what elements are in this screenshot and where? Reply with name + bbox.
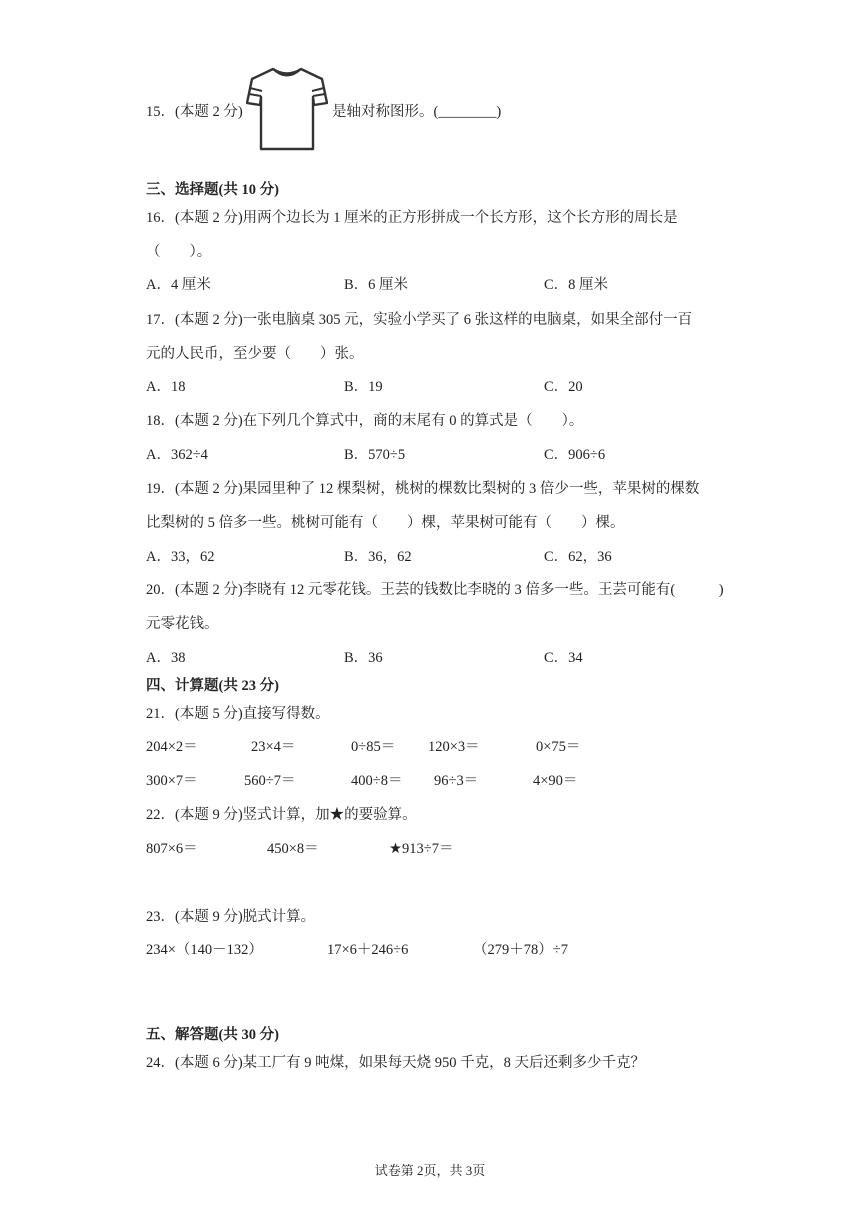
q17-line1: 17．(本题 2 分)一张电脑桌 305 元，实验小学买了 6 张这样的电脑桌，如果全部付一百 [146,312,693,328]
q21-row1-item: 204×2＝ [146,739,198,755]
q20-line2: 元零花钱。 [146,616,219,632]
q21-row2-item: 300×7＝ [146,773,198,789]
q22-item: 450×8＝ [267,841,319,857]
q21-row2-item: 560÷7＝ [244,773,296,789]
q21-row1-item: 23×4＝ [251,739,296,755]
q18-line1: 18．(本题 2 分)在下列几个算式中，商的末尾有 0 的算式是（ ）。 [146,413,584,429]
q16-option-a: A．4 厘米 [146,277,211,293]
q21-row1-item: 120×3＝ [428,739,480,755]
q19-line1: 19．(本题 2 分)果园里种了 12 棵梨树，桃树的棵数比梨树的 3 倍少一些，苹果树的棵数 [146,481,700,497]
q18-option-a: A．362÷4 [146,447,208,463]
q22-item: 807×6＝ [146,841,198,857]
q16-line2: （ ）。 [146,244,212,260]
q19-option-b: B．36，62 [344,549,412,565]
q19-option-a: A．33，62 [146,549,215,565]
q16-line1: 16．(本题 2 分)用两个边长为 1 厘米的正方形拼成一个长方形，这个长方形的周长是 [146,210,678,226]
page-footer: 试卷第 2页，共 3页 [374,1163,486,1178]
section-5-heading: 五、解答题(共 30 分) [146,1027,279,1043]
q17-option-a: A．18 [146,379,186,395]
q22-title: 22．(本题 9 分)竖式计算，加★的要验算。 [146,807,417,823]
section-4-heading: 四、计算题(共 23 分) [146,678,279,694]
q21-row1-item: 0÷85＝ [351,739,396,755]
q24-title: 24．(本题 6 分)某工厂有 9 吨煤，如果每天烧 950 千克，8 天后还剩多少千克？ [146,1055,646,1071]
q17-line2: 元的人民币，至少要（ ）张。 [146,346,364,362]
q21-row2-item: 400÷8＝ [351,773,403,789]
tshirt-image [246,65,328,151]
q20-option-a: A．38 [146,650,186,666]
q23-item: 17×6＋246÷6 [327,942,409,958]
q15-prefix: 15．(本题 2 分) [146,104,243,120]
q19-line2: 比梨树的 5 倍多一些。桃树可能有（ ）棵，苹果树可能有（ ）棵。 [146,515,625,531]
q23-item: 234×（140－132） [146,942,263,958]
q16-option-c: C．8 厘米 [544,277,609,293]
q23-item: （279＋78）÷7 [473,942,568,958]
q16-option-b: B．6 厘米 [344,277,409,293]
q21-title: 21．(本题 5 分)直接写得数。 [146,706,330,722]
section-3-heading: 三、选择题(共 10 分) [146,182,279,198]
q21-row1-item: 0×75＝ [536,739,581,755]
q21-row2-item: 96÷3＝ [434,773,479,789]
q18-option-b: B．570÷5 [344,447,406,463]
q20-option-c: C．34 [544,650,583,666]
q20-line1: 20．(本题 2 分)李晓有 12 元零花钱。王芸的钱数比李晓的 3 倍多一些。王芸可能有( ) [146,582,724,598]
q17-option-b: B．19 [344,379,383,395]
q18-option-c: C．906÷6 [544,447,606,463]
q15-suffix: 是轴对称图形。(________) [332,104,502,120]
q23-title: 23．(本题 9 分)脱式计算。 [146,909,316,925]
q22-item-starred: ★913÷7＝ [389,841,454,857]
q19-option-c: C．62，36 [544,549,612,565]
q17-option-c: C．20 [544,379,583,395]
q20-option-b: B．36 [344,650,383,666]
q21-row2-item: 4×90＝ [533,773,578,789]
